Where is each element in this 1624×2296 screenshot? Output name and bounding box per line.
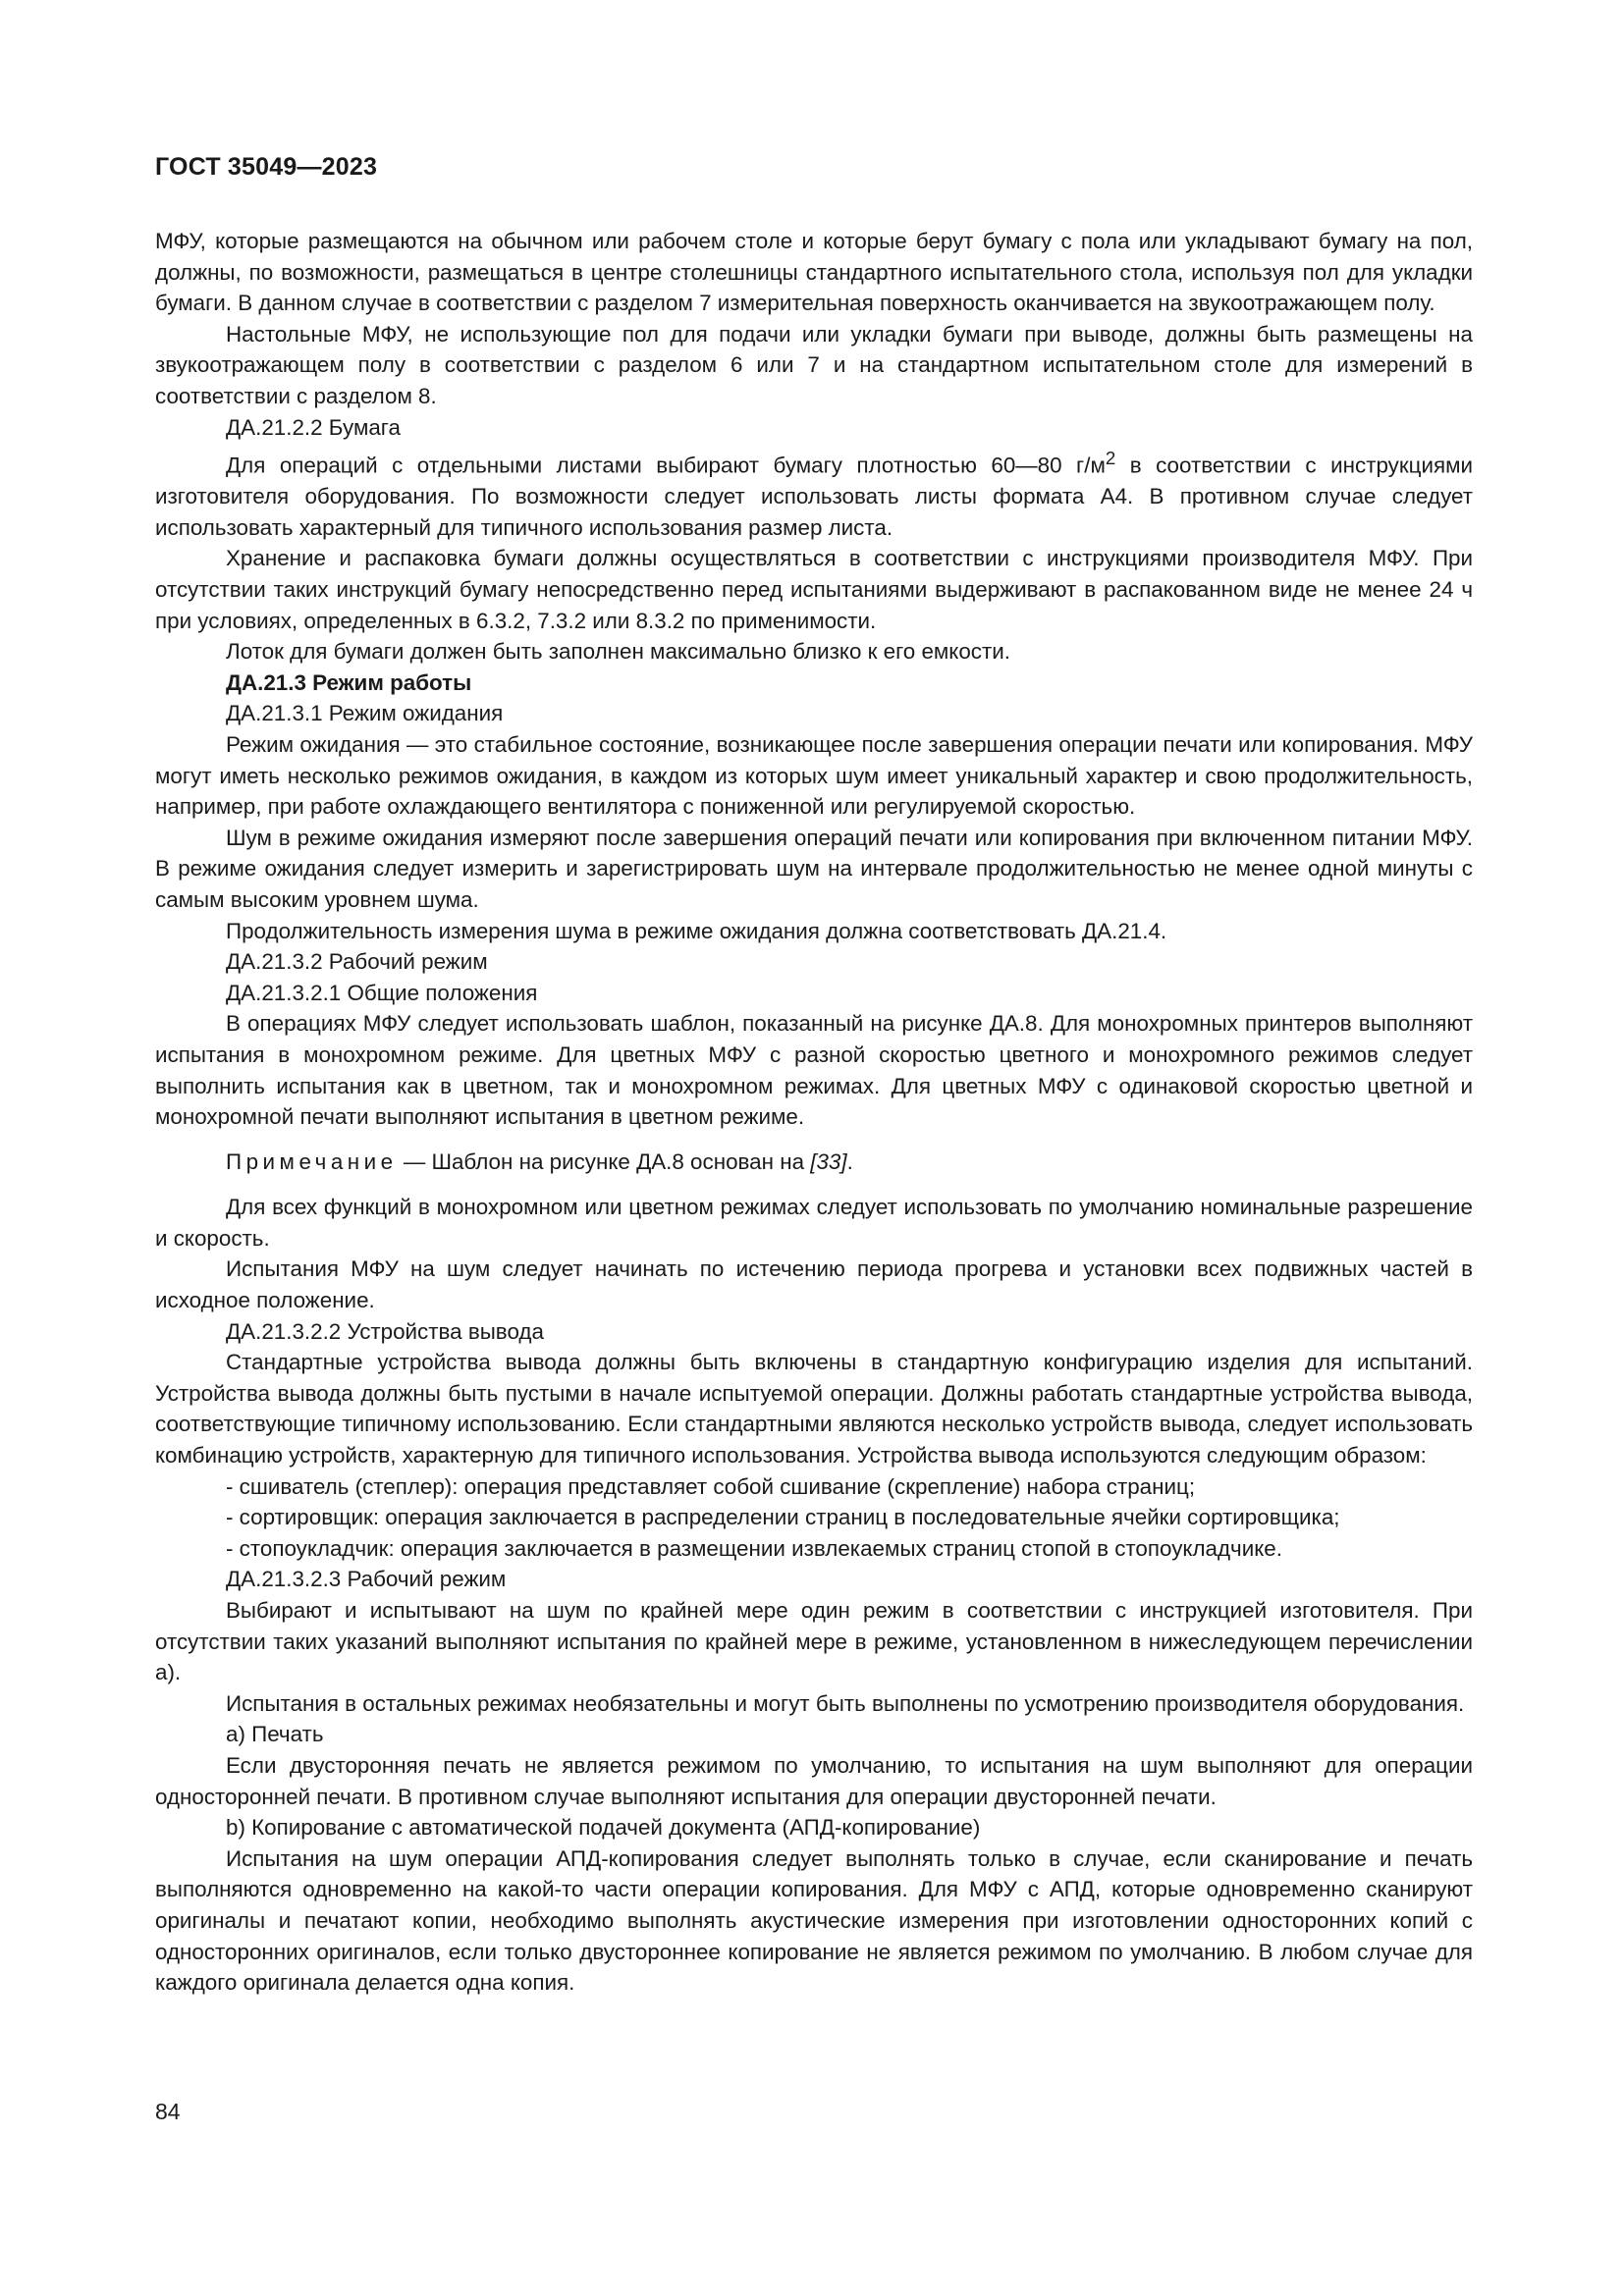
paragraph: Лоток для бумаги должен быть заполнен максимально близко к его емкости.: [226, 639, 1010, 665]
paragraph-text: Для операций с отдельными листами выбирают бумагу плотностью 60—80 г/м: [226, 453, 1106, 478]
paragraph: Стандартные устройства вывода должны быть включены в стандартную конфигурацию изделия для испытаний. Устройства вывода должны быть пустыми в начале испытуемой операции. Должны работать стандартные устройства вывода, соответствующие типичному использованию. Если стандартными являются несколько устройств вывода, следует использовать комбинацию устройств, характерную для типичного использования. Устройства вывода используются следующим образом:: [155, 1350, 1473, 1468]
list-item: - сортировщик: операция заключается в распределении страниц в последовательные ячейки сортировщика;: [226, 1505, 1340, 1530]
paragraph: Шум в режиме ожидания измеряют после завершения операций печати или копирования при включенном питании МФУ. В режиме ожидания следует измерить и зарегистрировать шум на интервале продолжительностью не менее одной минуты с самым высоким уровнем шума.: [155, 825, 1473, 912]
paragraph: Испытания в остальных режимах необязательны и могут быть выполнены по усмотрению производителя оборудования.: [226, 1690, 1465, 1716]
note-reference: [33]: [810, 1148, 847, 1174]
paragraph: Хранение и распаковка бумаги должны осуществляться в соответствии с инструкциями производителя МФУ. При отсутствии таких инструкций бумагу непосредственно перед испытаниями выдерживают в распакованном виде не менее 24 ч при условиях, определенных в 6.3.2, 7.3.2 или 8.3.2 по применимости.: [155, 546, 1473, 633]
paragraph: [155, 443, 1473, 543]
paragraph: Испытания МФУ на шум следует начинать по истечению периода прогрева и установки всех подвижных частей в исходное положение.: [155, 1256, 1473, 1313]
superscript: 2: [1105, 448, 1116, 469]
paragraph: Режим ожидания — это стабильное состояние, возникающее после завершения операции печати или копирования. МФУ могут иметь несколько режимов ожидания, в каждом из которых шум имеет уникальный характер и свою продолжительность, например, при работе охлаждающего вентилятора с пониженной или регулируемой скоростью.: [155, 731, 1473, 820]
note: [155, 1147, 1473, 1178]
list-item: - стопоукладчик: операция заключается в размещении извлекаемых страниц стопой в стопоукладчике.: [226, 1535, 1282, 1561]
section-heading: ДА.21.3.2.2 Устройства вывода: [226, 1318, 544, 1344]
section-heading: ДА.21.3.2.1 Общие положения: [226, 980, 538, 1005]
enumeration-heading: b) Копирование с автоматической подачей документа (АПД-копирование): [226, 1815, 981, 1841]
paragraph: Для всех функций в монохромном или цветном режимах следует использовать по умолчанию номинальные разрешение и скорость.: [155, 1195, 1473, 1251]
note-label: Примечание: [226, 1148, 398, 1174]
section-heading: ДА.21.3.2.3 Рабочий режим: [226, 1567, 507, 1592]
paragraph: МФУ, которые размещаются на обычном или рабочем столе и которые берут бумагу с пола или укладывают бумагу на пол, должны, по возможности, размещаться в центре столешницы стандартного испытательного стола, используя пол для укладки бумаги. В данном случае в соответствии с разделом 7 измерительная поверхность оканчивается на звукоотражающем полу.: [155, 229, 1473, 316]
note-text: .: [846, 1148, 853, 1174]
paragraph: Если двусторонняя печать не является режимом по умолчанию, то испытания на шум выполняют для операции односторонней печати. В противном случае выполняют испытания для операции двусторонней печати.: [155, 1752, 1473, 1809]
paragraph: Продолжительность измерения шума в режиме ожидания должна соответствовать ДА.21.4.: [226, 918, 1167, 943]
paragraph: В операциях МФУ следует использовать шаблон, показанный на рисунке ДА.8. Для монохромных принтеров выполняют испытания в монохромном режиме. Для цветных МФУ с разной скоростью цветного и монохромного режимов следует выполнить испытания как в цветном, так и монохромном режимах. Для цветных МФУ с одинаковой скоростью цветной и монохромной печати выполняют испытания в цветном режиме.: [155, 1011, 1473, 1130]
paragraph-text: в соответствии с инструкциями изготовителя оборудования. По возможности следует использовать листы формата А4. В противном случае следует использовать характерный для типичного использования размер листа.: [155, 453, 1473, 540]
paragraph: Выбирают и испытывают на шум по крайней мере один режим в соответствии с инструкцией изготовителя. При отсутствии таких указаний выполняют испытания по крайней мере в режиме, установленном в нижеследующем перечислении а).: [155, 1598, 1473, 1685]
section-heading: ДА.21.3.2 Рабочий режим: [226, 949, 488, 975]
document-header: ГОСТ 35049—2023: [155, 153, 378, 181]
section-heading: ДА.21.2.2 Бумага: [226, 414, 401, 440]
paragraph: Испытания на шум операции АПД-копирования следует выполнять только в случае, если сканирование и печать выполняются одновременно на какой-то части операции копирования. Для МФУ с АПД, которые одновременно сканируют оригиналы и печатают копии, необходимо выполнять акустические измерения при изготовлении односторонних копий с односторонних оригиналов, если только двустороннее копирование не является режимом по умолчанию. В любом случае для каждого оригинала делается одна копия.: [155, 1845, 1473, 1996]
enumeration-heading: а) Печать: [226, 1722, 324, 1747]
section-heading: ДА.21.3.1 Режим ожидания: [226, 701, 504, 726]
paragraph: Настольные МФУ, не использующие пол для подачи или укладки бумаги при выводе, должны быть размещены на звукоотражающем полу в соответствии с разделом 6 или 7 и на стандартном испытательном столе для измерений в соответствии с разделом 8.: [155, 321, 1473, 408]
page-number: 84: [155, 2099, 181, 2124]
document-body: [155, 226, 1473, 1999]
note-text: — Шаблон на рисунке ДА.8 основан на: [397, 1148, 811, 1174]
section-heading-bold: ДА.21.3 Режим работы: [226, 669, 472, 695]
list-item: - сшиватель (степлер): операция представляет собой сшивание (скрепление) набора страниц;: [226, 1473, 1196, 1499]
